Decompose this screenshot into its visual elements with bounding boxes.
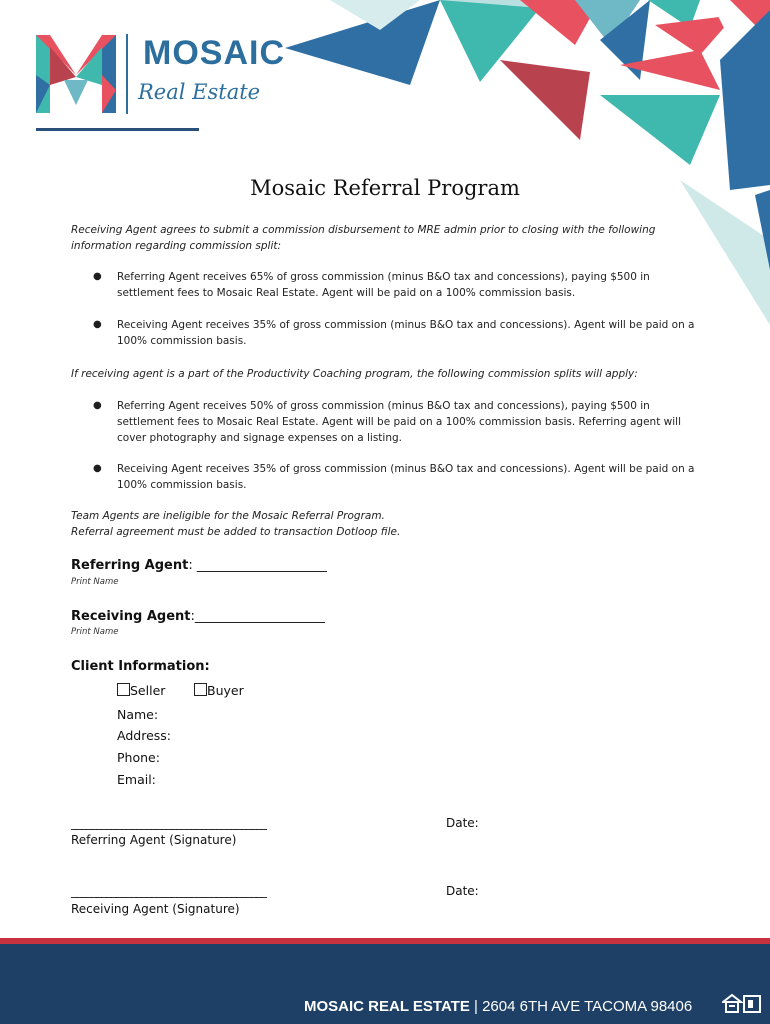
logo-name: MOSAIC <box>143 34 285 72</box>
buyer-label: Buyer <box>207 683 244 698</box>
receiving-agent-field[interactable]: ____________________ <box>194 609 325 624</box>
receiving-signature-label: Receiving Agent (Signature) <box>71 902 240 916</box>
bullet-icon: ● <box>93 463 102 474</box>
receiving-agent-label: Receiving Agent <box>71 609 191 624</box>
equal-housing-icon <box>722 993 762 1015</box>
team-note: Team Agents are ineligible for the Mosaic Referral Program. <box>71 510 385 522</box>
referring-signature-label: Referring Agent (Signature) <box>71 833 237 847</box>
logo-divider <box>126 34 128 114</box>
receiving-date-label: Date: <box>446 884 479 898</box>
page-title: Mosaic Referral Program <box>250 176 520 200</box>
client-info-heading: Client Information: <box>71 659 210 674</box>
split-item: Referring Agent receives 50% of gross commission (minus B&O tax and concessions), paying $500 in settlement fees to Mosaic Real Estate. Agent will be paid on a 100% commission basis. Referring agent will cover photography and signage expenses on a listing. <box>117 400 682 444</box>
logo-underline <box>36 128 199 131</box>
buyer-checkbox-row[interactable] <box>194 683 244 698</box>
referring-print-name-hint: Print Name <box>71 577 119 587</box>
referring-agent-row <box>71 558 327 573</box>
client-email-label: Email: <box>117 772 156 787</box>
logo-subtitle: Real Estate <box>138 80 261 104</box>
referring-agent-field[interactable]: ____________________ <box>196 558 327 573</box>
receiving-agent-colon: : <box>190 609 195 624</box>
checkbox-icon[interactable] <box>194 683 207 696</box>
referring-date-label: Date: <box>446 816 479 830</box>
receiving-signature-line[interactable]: _______________________________________ <box>71 884 266 898</box>
receiving-print-name-hint: Print Name <box>71 627 119 637</box>
dotloop-note: Referral agreement must be added to transaction Dotloop file. <box>71 526 401 538</box>
intro-text: Receiving Agent agrees to submit a commission disbursement to MRE admin prior to closing with the following information regarding commission split: <box>71 224 656 252</box>
bullet-icon: ● <box>93 319 102 330</box>
mosaic-m-logo-icon <box>36 35 116 113</box>
bullet-icon: ● <box>93 400 102 411</box>
referring-agent-label: Referring Agent <box>71 558 189 573</box>
client-name-label: Name: <box>117 707 159 722</box>
split-item: Receiving Agent receives 35% of gross commission (minus B&O tax and concessions). Agent will be paid on a 100% commission basis. <box>117 319 695 347</box>
checkbox-icon[interactable] <box>117 683 130 696</box>
referring-agent-colon: : <box>188 558 197 573</box>
footer-separator: | <box>469 998 483 1015</box>
coaching-intro: If receiving agent is a part of the Productivity Coaching program, the following commission splits will apply: <box>71 368 638 380</box>
split-item: Receiving Agent receives 35% of gross commission (minus B&O tax and concessions). Agent will be paid on a 100% commission basis. <box>117 463 695 491</box>
footer-address <box>304 998 692 1015</box>
split-item: Referring Agent receives 65% of gross commission (minus B&O tax and concessions), paying $500 in settlement fees to Mosaic Real Estate. Agent will be paid on a 100% commission basis. <box>117 271 650 299</box>
bullet-icon: ● <box>93 271 102 282</box>
client-phone-label: Phone: <box>117 750 160 765</box>
seller-checkbox-row[interactable] <box>117 683 165 698</box>
footer-company: MOSAIC REAL ESTATE <box>304 998 470 1015</box>
client-address-label: Address: <box>117 728 171 743</box>
seller-label: Seller <box>130 683 166 698</box>
footer-street: 2604 6TH AVE TACOMA 98406 <box>482 998 693 1015</box>
receiving-agent-row <box>71 609 325 624</box>
referring-signature-line[interactable]: _______________________________________ <box>71 816 266 830</box>
